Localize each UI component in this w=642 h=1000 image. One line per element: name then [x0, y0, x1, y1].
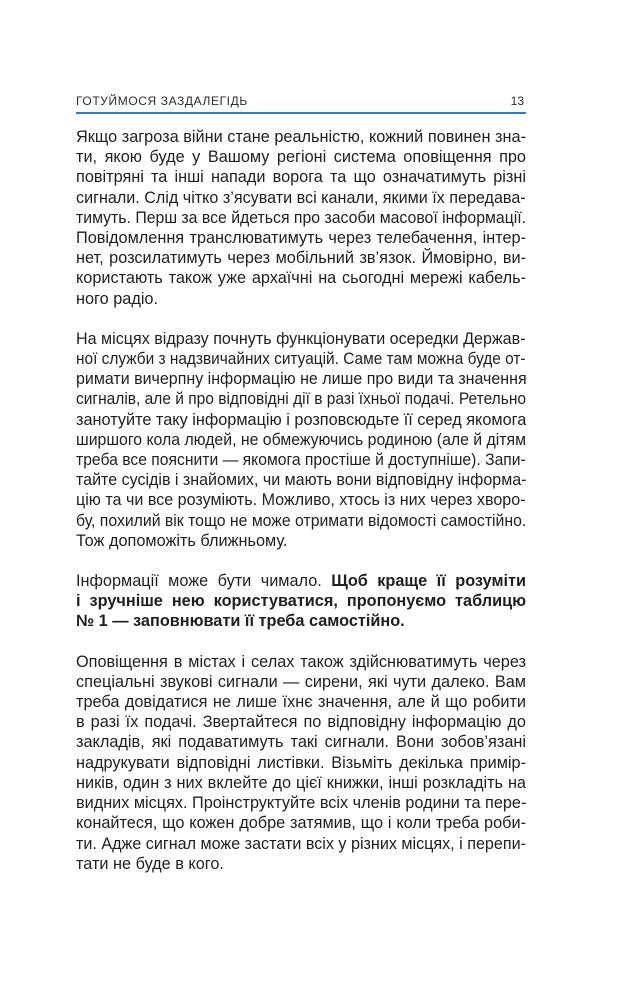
- paragraph-2: [76, 329, 526, 551]
- text-line: ти. Адже сигнал може застати всіх у різних місцях, і перепи-: [76, 834, 527, 853]
- text-line: видних місцях. Проінструктуйте всіх членів родини та пере-: [76, 794, 527, 813]
- text-normal: Інформації може бути чимало.: [76, 572, 332, 591]
- text-line: в разі їх подачі. Звертайтеся по відповідну інформацію до: [76, 713, 526, 732]
- page-body: [76, 127, 526, 894]
- text-line: ти, якою буде у Вашому регіоні система оповіщення про: [76, 148, 526, 167]
- text-line: повітряні та інші напади ворога та що означатимуть різні: [76, 168, 526, 187]
- paragraph-1: [76, 127, 526, 309]
- paragraph-4: [76, 652, 526, 874]
- text-line: Оповіщення в містах і селах також здійснюватимуть через: [76, 652, 526, 671]
- paragraph-3: [76, 571, 526, 632]
- text-line: занотуйте таку інформацію і розповсюдьте її серед якомога: [76, 410, 527, 429]
- text-line: сигналів, але й про відповідні дії в разі їхньої подачі. Ретельно: [76, 390, 527, 409]
- text-line: конайтеся, що кожен добре затямив, що і коли треба роби-: [76, 814, 526, 833]
- text-line: тайте сусідів і знайомих, чи мають вони відповідну інформа-: [76, 471, 527, 490]
- text-line: закладів, які подаватимуть такі сигнали. Вони зобов’язані: [76, 733, 526, 752]
- text-line: надрукувати відповідні листівки. Візьміть декілька примір-: [76, 753, 526, 772]
- text-line: На місцях відразу почнуть функціонувати осередки Держав-: [76, 329, 526, 348]
- text-line: Якщо загроза війни стане реальністю, кожний повинен зна-: [76, 128, 526, 146]
- text-line: тати не буде в кого.: [76, 854, 224, 873]
- text-line: користають також уже архаїчні на сьогодні мережі кабель-: [76, 269, 526, 288]
- text-line-bold: і зручніше нею користуватися, пропонуємо таблицю: [76, 592, 526, 611]
- text-line: ширшого кола людей, не обмежуючись родиною (але й дітям: [76, 430, 526, 449]
- text-line: цію та чи все розуміють. Можливо, хтось із них через хворо-: [76, 491, 526, 510]
- text-line: сигнали. Слід чітко з’ясувати всі канали, якими їх передава-: [76, 188, 526, 207]
- text-line: ної служби з надзвичайних ситуацій. Саме там можна буде от-: [76, 350, 526, 369]
- text-line: ного радіо.: [76, 289, 159, 308]
- text-line: бу, похилий вік тощо не може отримати відомості самостійно.: [76, 511, 527, 530]
- text-line: ників, один з них вклейте до цієї книжки, інші розкладіть на: [76, 773, 526, 792]
- text-line: Тож допоможіть ближньому.: [76, 531, 288, 550]
- text-line: треба довідатися не лише їхнє значення, але й що робити: [76, 693, 526, 712]
- running-header: [76, 94, 526, 110]
- text-line: тимуть. Перш за все йдеться про засоби масової інформації.: [76, 208, 527, 227]
- text-line-bold: № 1 — заповнювати її треба самостійно.: [76, 612, 405, 631]
- header-title: ГОТУЙМОСЯ ЗАЗДАЛЕГІДЬ: [76, 94, 248, 108]
- text-line: римати вичерпну інформацію не лише про види та значення: [76, 370, 527, 389]
- text-line: [76, 571, 526, 591]
- text-bold: Щоб краще її розуміти: [331, 572, 527, 591]
- text-line: нет, розсилатимуть через мобільний зв’язок. Ймовірно, ви-: [76, 249, 526, 268]
- page-number: 13: [510, 94, 524, 108]
- text-line: треба все пояснити — якомога простіше й доступніше). Запи-: [76, 451, 526, 470]
- header-rule: [76, 112, 526, 114]
- text-line: Повідомлення транслюватимуть через телебачення, інтер-: [76, 229, 526, 248]
- text-line: спеціальні звукові сигнали — сирени, які чути далеко. Вам: [76, 672, 526, 691]
